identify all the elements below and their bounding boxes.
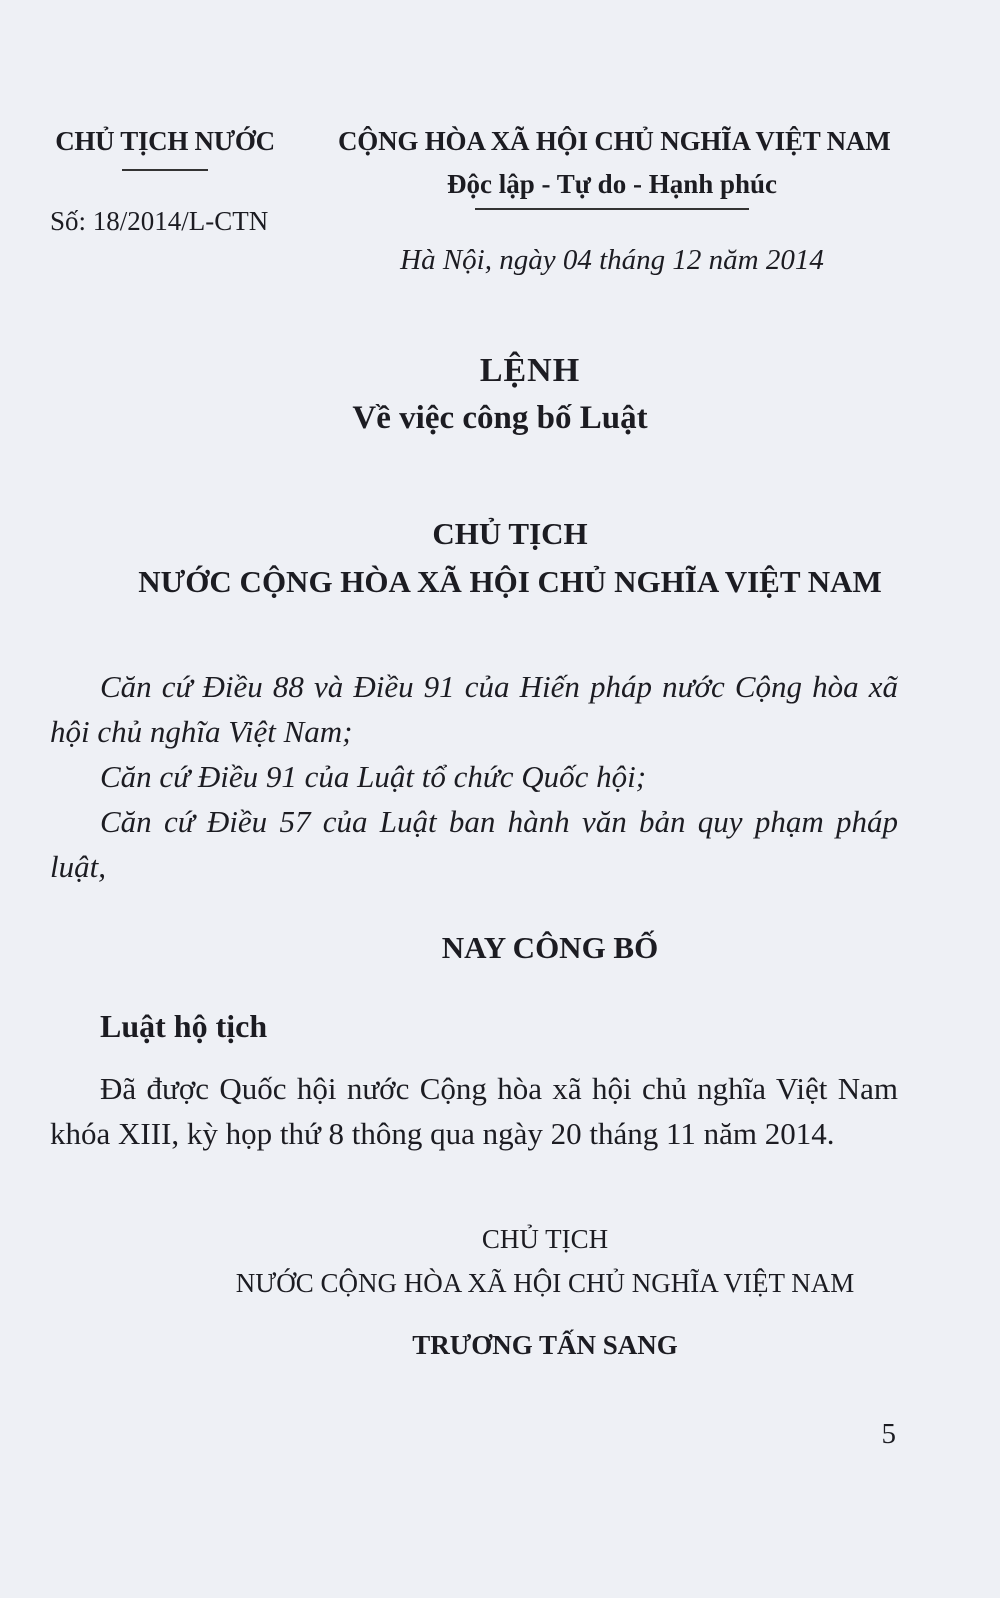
- national-motto: Độc lập - Tự do - Hạnh phúc: [446, 169, 778, 199]
- law-name: Luật hộ tịch: [100, 1008, 268, 1044]
- national-heading: [338, 126, 891, 210]
- passage-statement: Đã được Quốc hội nước Cộng hòa xã hội chủ nghĩa Việt Nam khóa XIII, kỳ họp thứ 8 thông qua ngày 20 tháng 11 năm 2014.: [50, 1071, 898, 1151]
- proclamation-heading: NAY CÔNG BỐ: [441, 930, 659, 965]
- legal-basis-item: Căn cứ Điều 88 và Điều 91 của Hiến pháp nước Cộng hòa xã hội chủ nghĩa Việt Nam;: [50, 669, 898, 749]
- authority-title: CHỦ TỊCH: [432, 516, 588, 551]
- place-date: Hà Nội, ngày 04 tháng 12 năm 2014: [400, 244, 824, 276]
- legal-bases: [50, 664, 898, 889]
- signature-title: CHỦ TỊCH: [481, 1224, 609, 1254]
- legal-basis-item: Căn cứ Điều 91 của Luật tổ chức Quốc hội;: [100, 759, 647, 794]
- document-number: Số: 18/2014/L-CTN: [50, 206, 269, 236]
- page-number: 5: [881, 1418, 896, 1450]
- document-subject: Về việc công bố Luật: [352, 400, 648, 436]
- issuer-name: CHỦ TỊCH NƯỚC: [55, 126, 275, 156]
- issuer-underline: [122, 169, 208, 171]
- authority-full-name: NƯỚC CỘNG HÒA XÃ HỘI CHỦ NGHĨA VIỆT NAM: [138, 564, 882, 599]
- legal-basis-item: Căn cứ Điều 57 của Luật ban hành văn bản quy phạm pháp luật,: [50, 804, 898, 884]
- signature-office: NƯỚC CỘNG HÒA XÃ HỘI CHỦ NGHĨA VIỆT NAM: [235, 1268, 855, 1298]
- signatory-name: TRƯƠNG TẤN SANG: [412, 1330, 678, 1360]
- document-type-title: LỆNH: [479, 352, 581, 389]
- motto-underline: [475, 208, 749, 210]
- nation-name: CỘNG HÒA XÃ HỘI CHỦ NGHĨA VIỆT NAM: [338, 126, 891, 156]
- issuer-block: [50, 126, 280, 171]
